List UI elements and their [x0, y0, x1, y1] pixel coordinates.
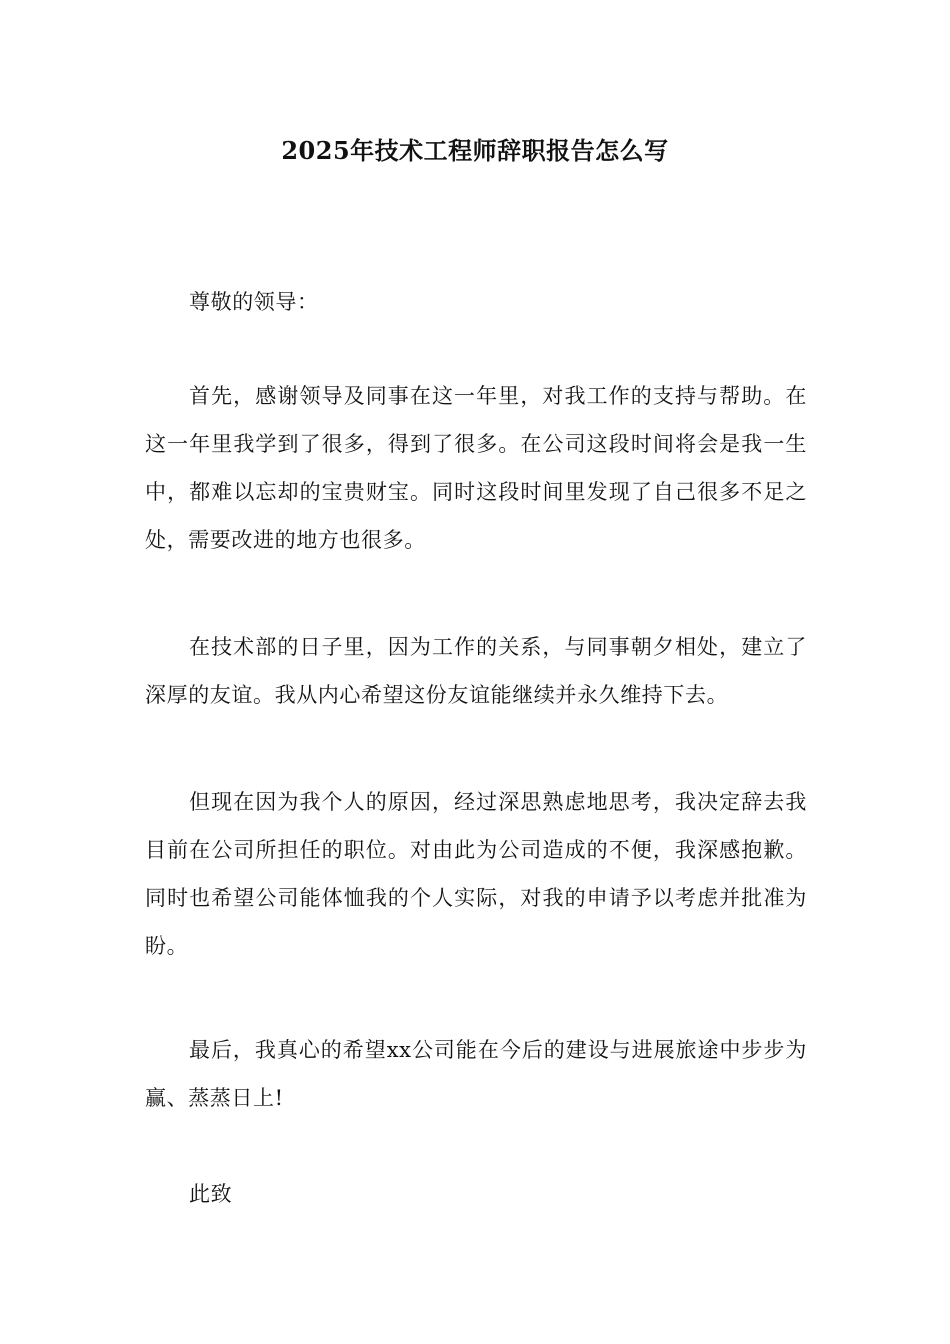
paragraph-friendship: 在技术部的日子里，因为工作的关系，与同事朝夕相处，建立了深厚的友谊。我从内心希望这份友谊能继续并永久维持下去。 [145, 635, 807, 707]
closing-text: 此致 [189, 1182, 233, 1206]
document-title: 2025年技术工程师辞职报告怎么写 [281, 136, 669, 165]
salutation: 尊敬的领导： [189, 290, 319, 314]
paragraph-wishes: 最后，我真心的希望xx公司能在今后的建设与进展旅途中步步为赢、蒸蒸日上! [145, 1038, 807, 1110]
paragraph-thanks: 首先，感谢领导及同事在这一年里，对我工作的支持与帮助。在这一年里我学到了很多，得到了很多。在公司这段时间将会是我一生中，都难以忘却的宝贵财宝。同时这段时间里发现了自己很多不足之处，需要改进的地方也很多。 [145, 384, 807, 552]
paragraph-resignation-reason: 但现在因为我个人的原因，经过深思熟虑地思考，我决定辞去我目前在公司所担任的职位。对由此为公司造成的不便，我深感抱歉。同时也希望公司能体恤我的个人实际，对我的申请予以考虑并批准为盼。 [145, 790, 807, 958]
